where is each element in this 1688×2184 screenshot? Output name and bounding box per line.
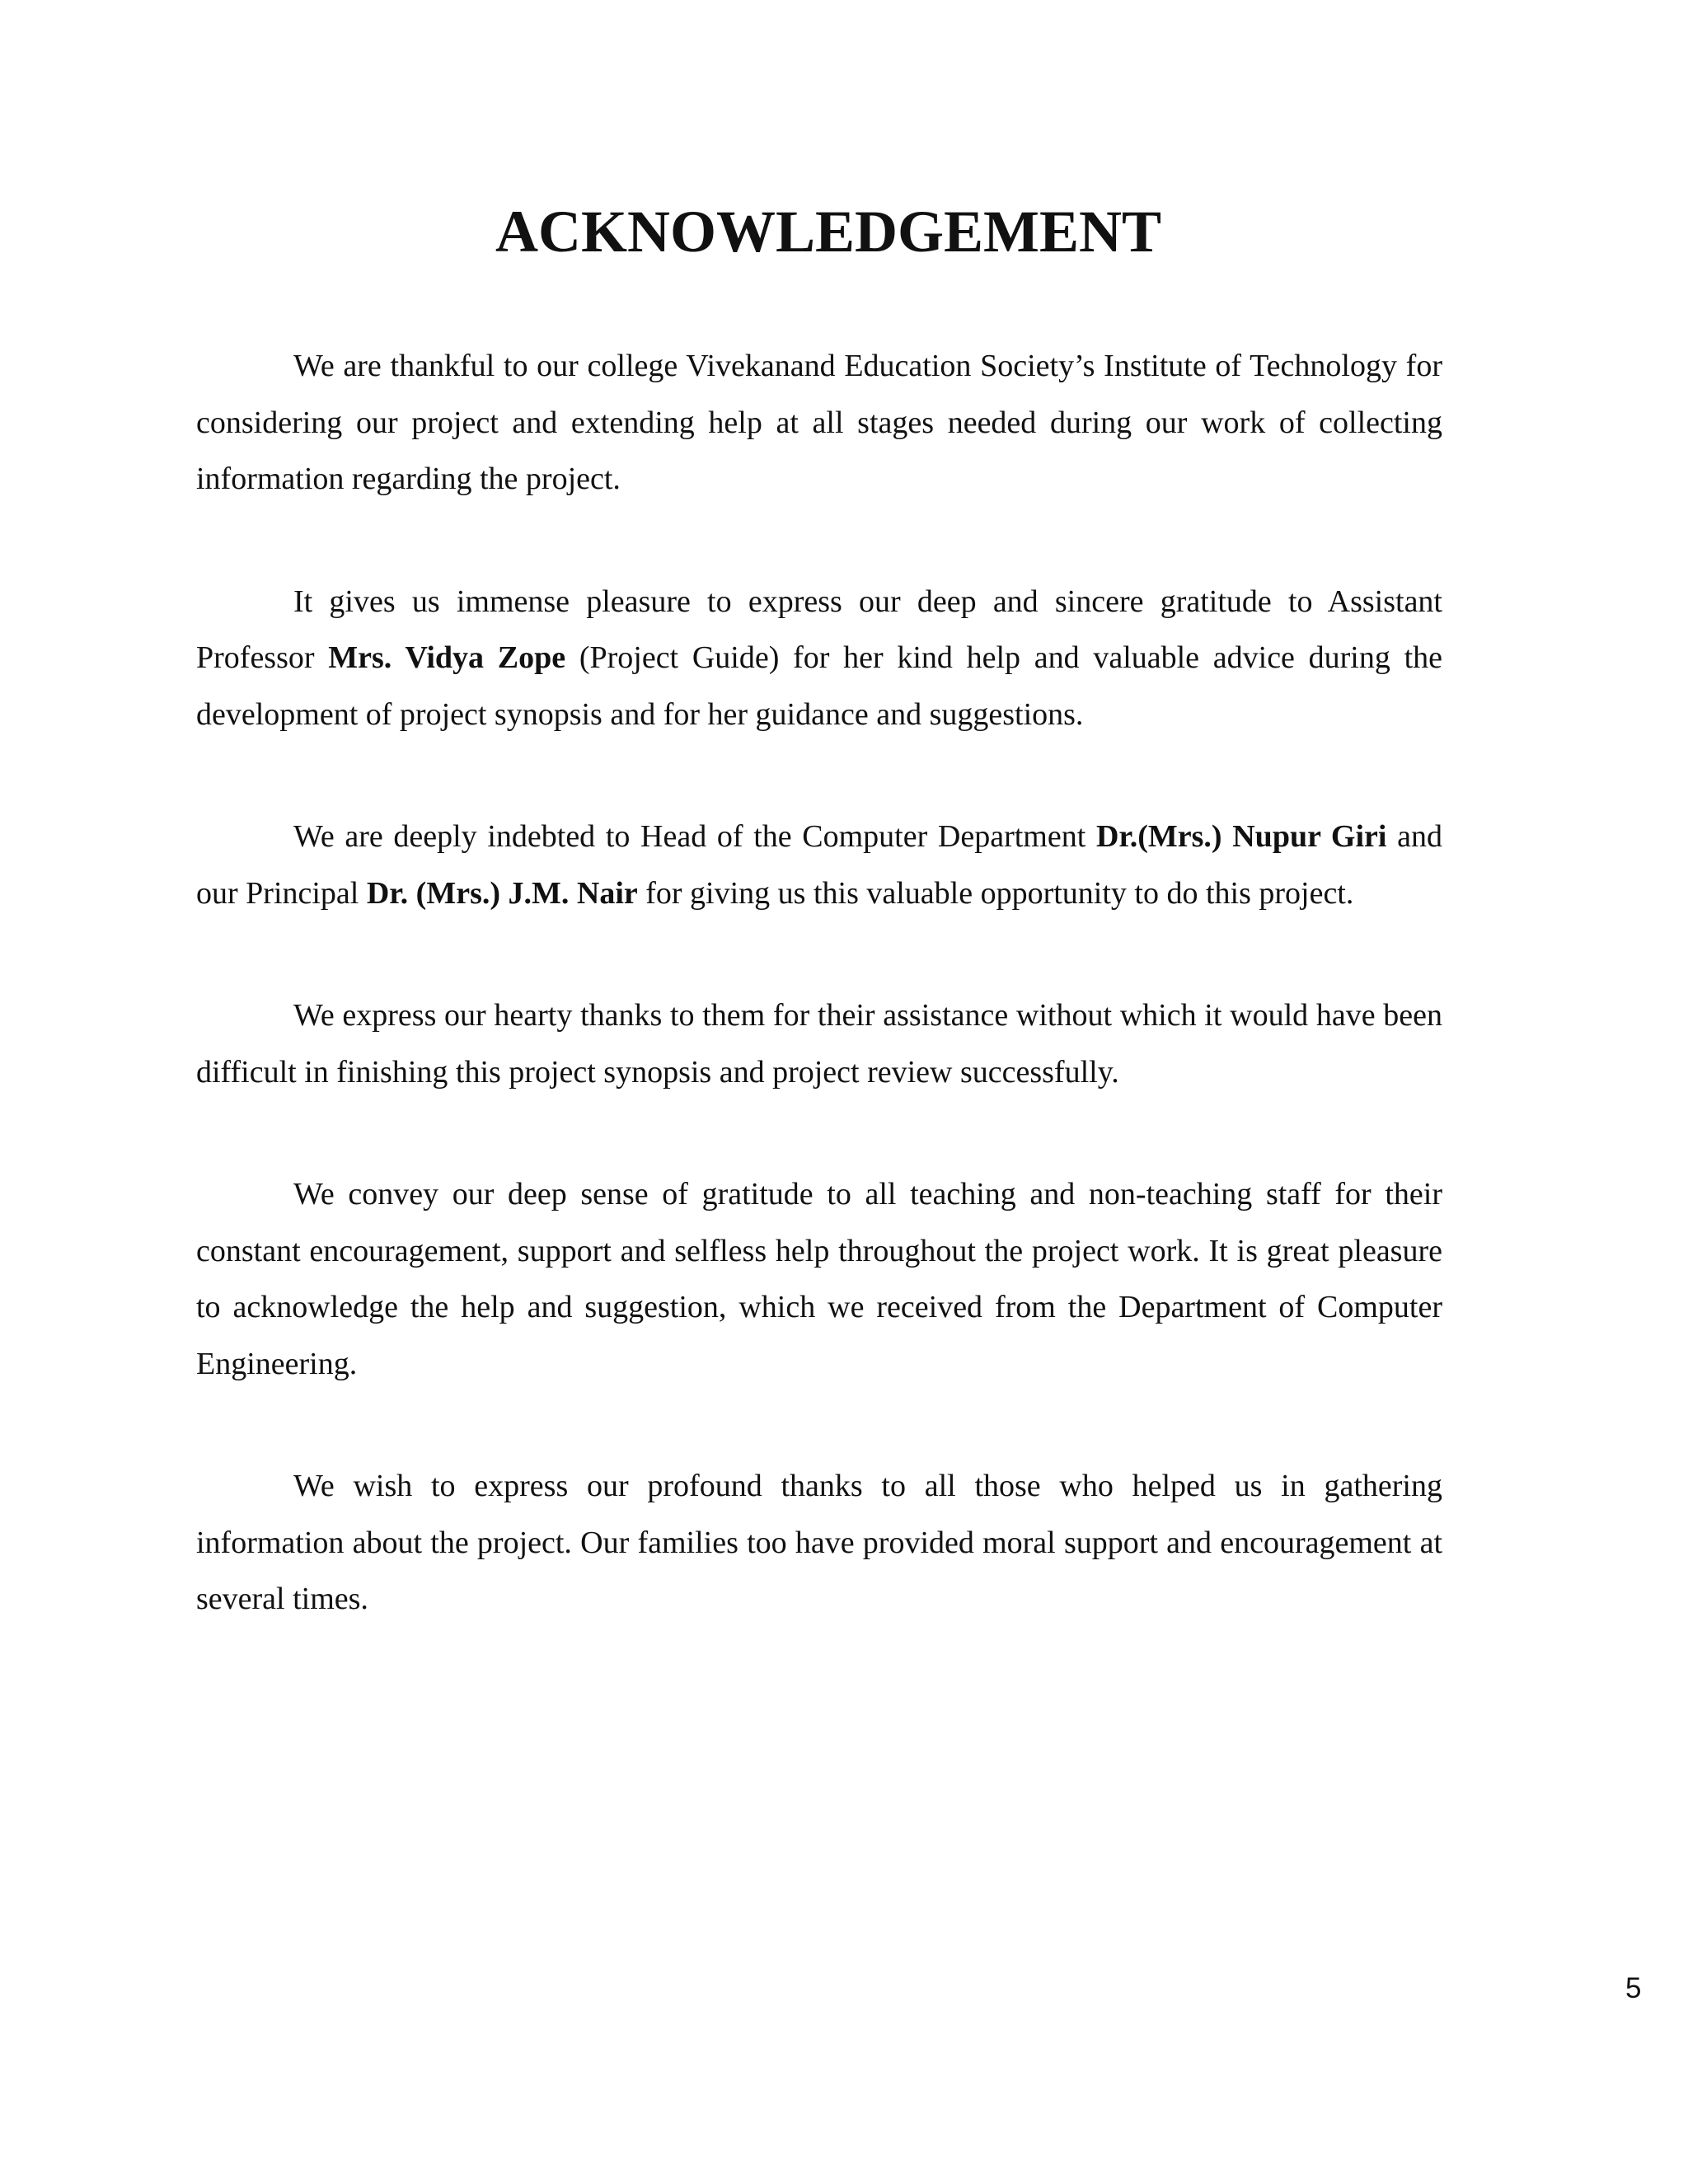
paragraph-project-guide bbox=[196, 574, 1442, 743]
paragraph-hearty-thanks bbox=[196, 987, 1442, 1100]
paragraph-text: and our Principal bbox=[196, 819, 1442, 911]
page-number: 5 bbox=[1625, 1972, 1642, 2004]
paragraph-text: (Project Guide) for her kind help and valuable advice during the development of project synopsis and for her guidance and suggestions. bbox=[196, 640, 1442, 732]
paragraph-text: We express our hearty thanks to them for their assistance without which it would have been difficult in finishing this project synopsis and project review successfully. bbox=[196, 998, 1442, 1090]
paragraph-profound-thanks bbox=[196, 1458, 1442, 1628]
paragraph-text: for giving us this valuable opportunity to do this project. bbox=[637, 875, 1354, 911]
acknowledgement-body bbox=[196, 338, 1442, 1694]
paragraph-text: We wish to express our profound thanks to all those who helped us in gathering information about the project. Our families too have provided moral support and encouragement at several times. bbox=[196, 1469, 1442, 1616]
paragraph-text: We are thankful to our college Vivekanand Education Society’s Institute of Technology for considering our project and extending help at all stages needed during our work of collecting information regarding the project. bbox=[196, 349, 1442, 496]
paragraph-text: We convey our deep sense of gratitude to all teaching and non-teaching staff for their constant encouragement, support and selfless help throughout the project work. It is great pleasure to acknowledge the help and suggestion, which we received from the Department of Computer Engineering. bbox=[196, 1177, 1442, 1381]
hod-name: Dr.(Mrs.) Nupur Giri bbox=[1095, 819, 1387, 854]
paragraph-college-thanks bbox=[196, 338, 1442, 508]
guide-name: Mrs. Vidya Zope bbox=[328, 640, 566, 675]
paragraph-hod-principal bbox=[196, 808, 1442, 921]
paragraph-text: It gives us immense pleasure to express our deep and sincere gratitude to Assistant Professor bbox=[196, 583, 1442, 675]
paragraph-text: We are deeply indebted to Head of the Computer Department bbox=[293, 819, 1096, 854]
paragraph-staff-gratitude bbox=[196, 1166, 1442, 1392]
principal-name: Dr. (Mrs.) J.M. Nair bbox=[366, 875, 638, 911]
page-title: ACKNOWLEDGEMENT bbox=[495, 199, 1162, 265]
